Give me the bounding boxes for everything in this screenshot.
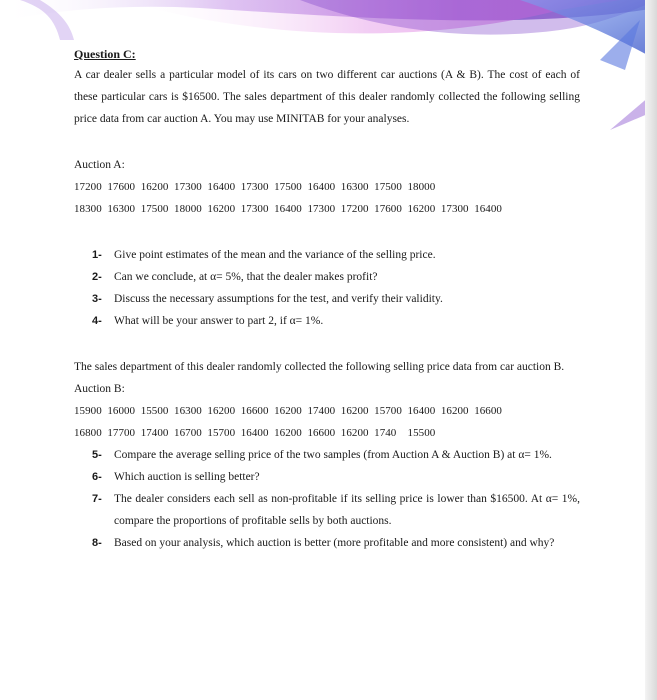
question-text: Which auction is selling better? xyxy=(114,471,260,483)
auction-a-data-row-2: 18300 16300 17500 18000 16200 17300 16400 17300 17200 17600 16200 17300 16400 xyxy=(74,203,502,215)
question-number: 7- xyxy=(92,493,102,505)
question-number: 3- xyxy=(92,293,102,305)
questions-part-2 xyxy=(74,444,580,554)
questions-part-1 xyxy=(74,244,580,332)
auction-b-data-row-2: 16800 17700 17400 16700 15700 16400 16200 16600 16200 1740 15500 xyxy=(74,427,436,439)
auction-a-label: Auction A: xyxy=(74,159,125,171)
question-item xyxy=(92,310,580,332)
question-number: 4- xyxy=(92,315,102,327)
question-number: 2- xyxy=(92,271,102,283)
question-number: 8- xyxy=(92,537,102,549)
question-item xyxy=(92,532,580,554)
question-intro-paragraph: A car dealer sells a particular model of its cars on two different car auctions (A & B). The cost of each of these particular cars is $16500. The sales department of this dealer randomly collected the following selling price data from car auction A. You may use MINITAB for your analyses. xyxy=(74,69,580,125)
question-number: 6- xyxy=(92,471,102,483)
auction-a-data-row-1: 17200 17600 16200 17300 16400 17300 17500 16400 16300 17500 18000 xyxy=(74,181,436,193)
question-item xyxy=(92,466,580,488)
question-text: Based on your analysis, which auction is better (more profitable and more consistent) and why? xyxy=(114,537,555,549)
question-text: The dealer considers each sell as non-profitable if its selling price is lower than $16500. At α= 1%, compare the proportions of profitable sells by both auctions. xyxy=(114,493,580,527)
question-item xyxy=(92,266,580,288)
auction-b-label: Auction B: xyxy=(74,383,125,395)
question-number: 5- xyxy=(92,449,102,461)
question-content xyxy=(74,44,580,554)
auction-b-data-row-1: 15900 16000 15500 16300 16200 16600 16200 17400 16200 15700 16400 16200 16600 xyxy=(74,405,502,417)
auction-b-intro-paragraph: The sales department of this dealer randomly collected the following selling price data from car auction B. xyxy=(74,361,565,373)
question-text: Discuss the necessary assumptions for the test, and verify their validity. xyxy=(114,293,443,305)
question-item xyxy=(92,488,580,532)
question-item xyxy=(92,444,580,466)
question-number: 1- xyxy=(92,249,102,261)
question-text: Give point estimates of the mean and the variance of the selling price. xyxy=(114,249,436,261)
question-text: Can we conclude, at α= 5%, that the dealer makes profit? xyxy=(114,271,378,283)
question-text: Compare the average selling price of the two samples (from Auction A & Auction B) at α= 1%. xyxy=(114,449,552,461)
question-item xyxy=(92,244,580,266)
question-item xyxy=(92,288,580,310)
question-text: What will be your answer to part 2, if α= 1%. xyxy=(114,315,324,327)
page-edge-shade xyxy=(645,0,657,700)
question-title: Question C: xyxy=(74,47,136,61)
